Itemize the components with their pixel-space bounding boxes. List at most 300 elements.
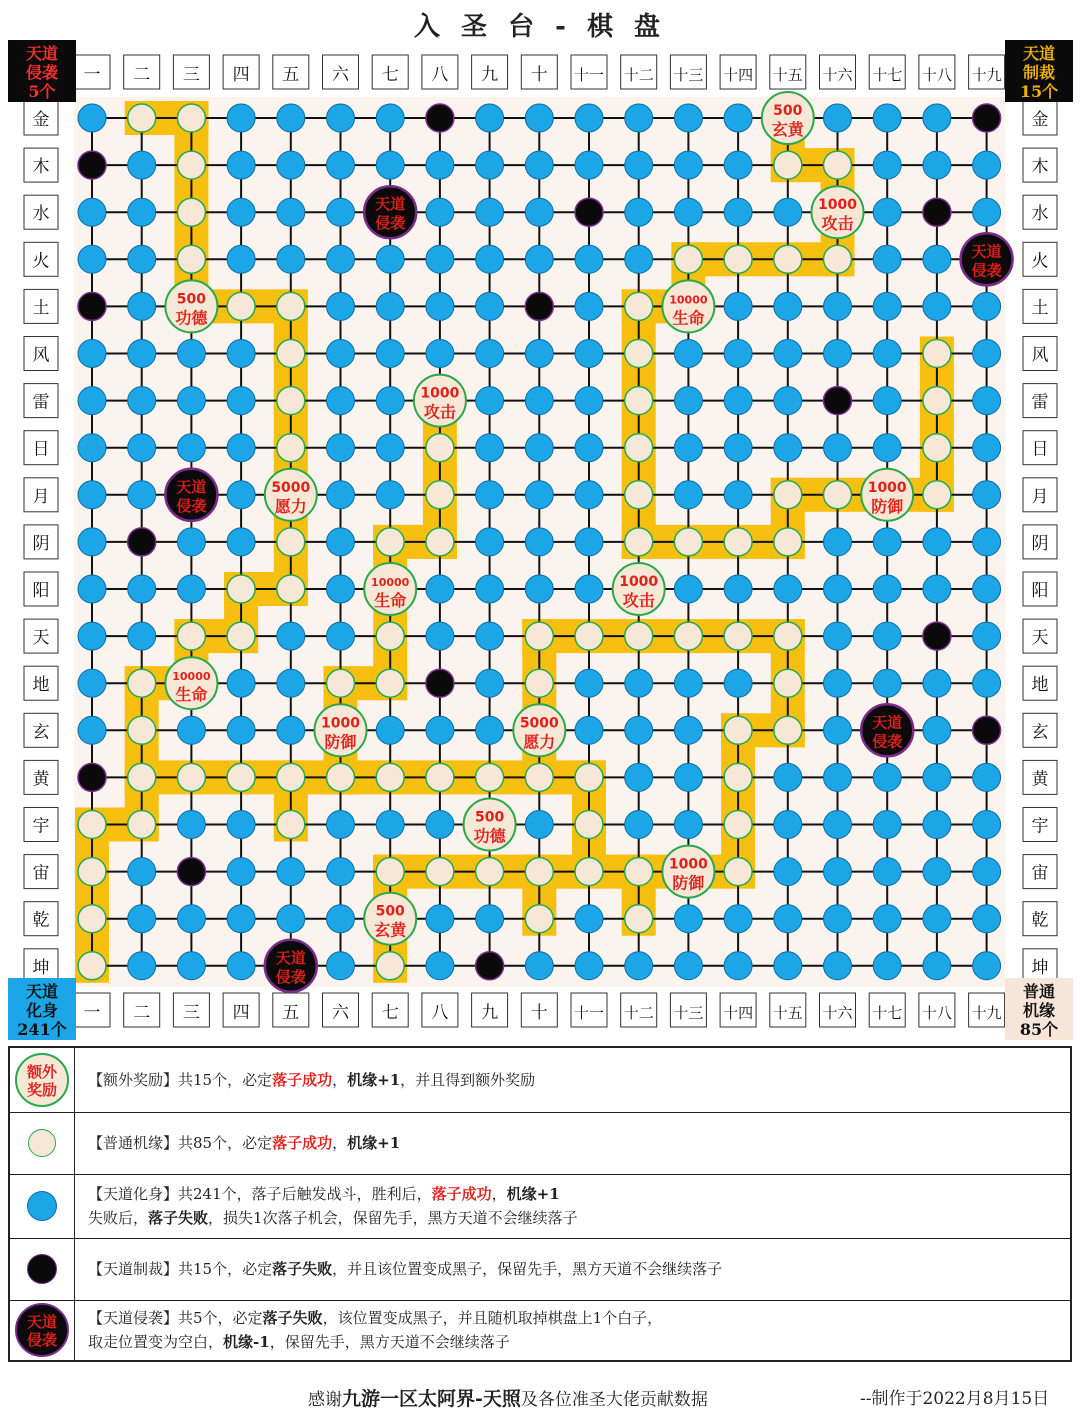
reward-type: 功德	[473, 826, 506, 846]
avatar-stone	[525, 104, 553, 132]
col-label-top: 六	[332, 65, 349, 85]
chance-stone	[525, 763, 553, 791]
reward-type: 玄黄	[771, 120, 804, 139]
avatar-stone	[128, 622, 156, 650]
row-label-right: 风	[1031, 345, 1049, 366]
chance-stone	[476, 763, 504, 791]
chance-stone	[277, 811, 305, 839]
chance-stone	[426, 528, 454, 556]
avatar-stone	[873, 198, 901, 226]
avatar-stone	[177, 387, 205, 415]
avatar-stone	[923, 575, 951, 603]
invade-label-2: 侵袭	[872, 732, 903, 751]
avatar-stone	[575, 387, 603, 415]
avatar-stone	[674, 198, 702, 226]
avatar-stone	[376, 340, 404, 368]
avatar-stone	[873, 340, 901, 368]
avatar-stone	[824, 575, 852, 603]
avatar-stone	[476, 575, 504, 603]
avatar-stone	[277, 905, 305, 933]
avatar-stone	[426, 292, 454, 320]
chance-stone	[476, 858, 504, 886]
avatar-stone	[774, 198, 802, 226]
avatar-stone	[824, 292, 852, 320]
avatar-stone	[78, 340, 106, 368]
reward-value: 1000	[321, 715, 360, 732]
avatar-stone	[327, 434, 355, 462]
row-label-left: 黄	[32, 769, 50, 790]
col-label-bottom: 八	[431, 1003, 449, 1023]
chance-stone	[78, 952, 106, 980]
avatar-stone	[674, 340, 702, 368]
chance-stone	[774, 622, 802, 650]
avatar-stone	[575, 905, 603, 933]
avatar-stone	[426, 245, 454, 273]
avatar-stone	[873, 245, 901, 273]
reward-type: 生命	[672, 308, 705, 328]
chance-stone	[128, 716, 156, 744]
avatar-stone	[525, 481, 553, 509]
reward-type: 防御	[871, 496, 904, 516]
avatar-stone	[327, 340, 355, 368]
avatar-stone	[376, 434, 404, 462]
col-label-top: 五	[282, 65, 300, 85]
chance-stone	[575, 763, 603, 791]
black-stone	[973, 104, 1001, 132]
avatar-stone	[824, 340, 852, 368]
col-label-bottom: 七	[381, 1003, 399, 1023]
avatar-stone	[923, 952, 951, 980]
col-label-top: 十八	[921, 66, 952, 84]
legend-symbol	[10, 1238, 75, 1300]
chance-stone	[625, 905, 653, 933]
avatar-stone	[674, 763, 702, 791]
legend-row-black	[10, 1238, 1070, 1301]
chance-stone	[227, 292, 255, 320]
avatar-stone	[674, 575, 702, 603]
avatar-stone	[128, 858, 156, 886]
legend-symbol	[10, 1174, 75, 1238]
avatar-stone	[177, 905, 205, 933]
row-label-left: 风	[32, 345, 50, 366]
avatar-stone	[923, 104, 951, 132]
legend-symbol-reward-icon: 额外 奖励	[15, 1053, 69, 1107]
row-label-left: 玄	[32, 722, 50, 743]
avatar-stone	[78, 481, 106, 509]
avatar-stone	[973, 528, 1001, 556]
row-label-right: 地	[1031, 675, 1049, 696]
chance-stone	[376, 528, 404, 556]
avatar-stone	[973, 198, 1001, 226]
avatar-stone	[327, 151, 355, 179]
col-label-bottom: 六	[332, 1003, 349, 1023]
chance-stone	[277, 292, 305, 320]
chance-stone	[177, 198, 205, 226]
avatar-stone	[774, 952, 802, 980]
chance-stone	[923, 481, 951, 509]
avatar-stone	[625, 151, 653, 179]
avatar-stone	[227, 434, 255, 462]
avatar-stone	[973, 434, 1001, 462]
avatar-stone	[327, 811, 355, 839]
chance-stone	[724, 858, 752, 886]
avatar-stone	[78, 198, 106, 226]
invade-label-1: 天道	[375, 195, 406, 214]
avatar-stone	[575, 528, 603, 556]
chance-stone	[525, 905, 553, 933]
reward-value: 500	[375, 903, 405, 920]
col-label-bottom: 二	[133, 1003, 151, 1023]
footer-date: --制作于2022月8月15日	[860, 1389, 1050, 1409]
row-label-right: 水	[1031, 204, 1049, 225]
chance-stone	[277, 575, 305, 603]
black-stone	[78, 151, 106, 179]
avatar-stone	[476, 151, 504, 179]
chance-stone	[277, 434, 305, 462]
avatar-stone	[674, 669, 702, 697]
avatar-stone	[227, 811, 255, 839]
avatar-stone	[774, 858, 802, 886]
reward-value: 1000	[867, 479, 907, 496]
avatar-stone	[824, 104, 852, 132]
avatar-stone	[426, 575, 454, 603]
avatar-stone	[476, 481, 504, 509]
avatar-stone	[227, 716, 255, 744]
chance-stone	[724, 763, 752, 791]
avatar-stone	[128, 151, 156, 179]
chance-stone	[177, 245, 205, 273]
row-label-left: 月	[32, 486, 50, 507]
avatar-stone	[674, 952, 702, 980]
row-label-left: 火	[32, 251, 50, 272]
avatar-stone	[78, 716, 106, 744]
avatar-stone	[327, 622, 355, 650]
avatar-stone	[575, 245, 603, 273]
col-label-bottom: 一	[83, 1003, 101, 1023]
avatar-stone	[78, 245, 106, 273]
avatar-stone	[327, 858, 355, 886]
avatar-stone	[128, 198, 156, 226]
avatar-stone	[327, 905, 355, 933]
col-label-bottom: 四	[232, 1003, 250, 1023]
col-label-top: 十六	[822, 66, 853, 84]
legend-row-invade	[10, 1300, 1070, 1360]
black-stone	[476, 952, 504, 980]
avatar-stone	[774, 905, 802, 933]
avatar-stone	[525, 340, 553, 368]
invade-label-1: 天道	[176, 477, 207, 496]
black-stone	[923, 622, 951, 650]
legend-symbol-blue-icon	[27, 1191, 57, 1221]
avatar-stone	[525, 434, 553, 462]
avatar-stone	[426, 716, 454, 744]
reward-type: 攻击	[423, 402, 456, 422]
invade-label-2: 侵袭	[971, 261, 1002, 280]
page-title: 入 圣 台 - 棋 盘	[413, 12, 667, 42]
avatar-stone	[376, 481, 404, 509]
avatar-stone	[973, 292, 1001, 320]
avatar-stone	[873, 905, 901, 933]
avatar-stone	[973, 669, 1001, 697]
reward-value: 500	[176, 291, 207, 308]
row-label-left: 宇	[32, 816, 50, 837]
legend-row-blue	[10, 1174, 1070, 1239]
avatar-stone	[376, 151, 404, 179]
avatar-stone	[128, 387, 156, 415]
chance-stone	[426, 858, 454, 886]
row-label-left: 乾	[32, 910, 50, 931]
avatar-stone	[575, 952, 603, 980]
avatar-stone	[525, 387, 553, 415]
chance-stone	[625, 528, 653, 556]
avatar-stone	[128, 952, 156, 980]
legend-description: 【额外奖励】共15个，必定落子成功，机缘+1，并且得到额外奖励	[88, 1071, 536, 1089]
avatar-stone	[476, 340, 504, 368]
avatar-stone	[575, 716, 603, 744]
col-label-top: 十七	[872, 66, 903, 84]
avatar-stone	[227, 905, 255, 933]
legend-symbol-invade-icon: 天道 侵袭	[15, 1303, 69, 1357]
chance-stone	[824, 245, 852, 273]
avatar-stone	[476, 292, 504, 320]
chance-stone	[78, 858, 106, 886]
avatar-stone	[327, 292, 355, 320]
chance-stone	[327, 669, 355, 697]
corner-chance-count: 普通 机缘 85个	[1005, 978, 1073, 1040]
avatar-stone	[575, 104, 603, 132]
col-label-bottom: 十七	[872, 1004, 903, 1022]
black-stone	[426, 669, 454, 697]
chance-stone	[277, 763, 305, 791]
avatar-stone	[327, 104, 355, 132]
avatar-stone	[227, 104, 255, 132]
row-label-right: 宙	[1031, 863, 1049, 884]
row-label-right: 阴	[1031, 533, 1049, 554]
avatar-stone	[973, 481, 1001, 509]
chance-stone	[774, 716, 802, 744]
legend-symbol	[10, 1300, 75, 1360]
avatar-stone	[724, 292, 752, 320]
chance-stone	[674, 528, 702, 556]
avatar-stone	[78, 434, 106, 462]
reward-type: 玄黄	[374, 920, 407, 940]
avatar-stone	[973, 905, 1001, 933]
avatar-stone	[724, 952, 752, 980]
avatar-stone	[128, 340, 156, 368]
corner-avatar-count: 天道 化身 241个	[8, 978, 76, 1040]
row-label-right: 阳	[1031, 581, 1049, 601]
row-label-left: 阳	[32, 581, 50, 601]
avatar-stone	[774, 387, 802, 415]
invade-label-1: 天道	[971, 242, 1002, 261]
avatar-stone	[873, 434, 901, 462]
avatar-stone	[625, 716, 653, 744]
avatar-stone	[78, 104, 106, 132]
reward-type: 生命	[175, 685, 208, 705]
avatar-stone	[327, 952, 355, 980]
avatar-stone	[227, 858, 255, 886]
reward-value: 500	[773, 103, 803, 119]
avatar-stone	[277, 669, 305, 697]
avatar-stone	[525, 528, 553, 556]
avatar-stone	[873, 622, 901, 650]
avatar-stone	[873, 528, 901, 556]
black-stone	[426, 104, 454, 132]
reward-type: 攻击	[622, 591, 655, 610]
chance-stone	[426, 481, 454, 509]
avatar-stone	[78, 528, 106, 556]
footer-thanks: 感谢九游一区太阿界-天照及各位准圣大佬贡献数据	[308, 1388, 708, 1410]
chance-stone	[774, 669, 802, 697]
chance-stone	[376, 763, 404, 791]
avatar-stone	[376, 716, 404, 744]
chance-stone	[78, 811, 106, 839]
reward-value: 500	[474, 809, 505, 826]
black-stone	[177, 858, 205, 886]
avatar-stone	[376, 245, 404, 273]
chance-stone	[774, 151, 802, 179]
avatar-stone	[227, 151, 255, 179]
avatar-stone	[625, 245, 653, 273]
avatar-stone	[873, 763, 901, 791]
avatar-stone	[625, 104, 653, 132]
row-label-right: 火	[1031, 251, 1049, 272]
avatar-stone	[724, 198, 752, 226]
col-label-top: 十	[530, 65, 548, 85]
col-label-top: 十三	[673, 66, 704, 84]
avatar-stone	[973, 387, 1001, 415]
avatar-stone	[476, 104, 504, 132]
legend-description: 【普通机缘】共85个，必定落子成功，机缘+1	[88, 1134, 401, 1152]
avatar-stone	[923, 528, 951, 556]
avatar-stone	[128, 481, 156, 509]
avatar-stone	[724, 387, 752, 415]
avatar-stone	[177, 716, 205, 744]
avatar-stone	[227, 669, 255, 697]
avatar-stone	[774, 292, 802, 320]
avatar-stone	[128, 292, 156, 320]
col-label-top: 二	[133, 65, 151, 85]
avatar-stone	[128, 905, 156, 933]
col-label-bottom: 十九	[971, 1004, 1002, 1022]
avatar-stone	[78, 387, 106, 415]
avatar-stone	[78, 669, 106, 697]
black-stone	[78, 292, 106, 320]
avatar-stone	[824, 716, 852, 744]
avatar-stone	[873, 104, 901, 132]
chance-stone	[724, 622, 752, 650]
avatar-stone	[674, 151, 702, 179]
chance-stone	[327, 763, 355, 791]
black-stone	[575, 198, 603, 226]
black-stone	[923, 198, 951, 226]
avatar-stone	[227, 340, 255, 368]
avatar-stone	[327, 528, 355, 556]
avatar-stone	[674, 434, 702, 462]
avatar-stone	[177, 434, 205, 462]
avatar-stone	[973, 151, 1001, 179]
invade-label-2: 侵袭	[375, 214, 406, 233]
col-label-top: 十五	[772, 66, 803, 84]
avatar-stone	[525, 575, 553, 603]
avatar-stone	[923, 858, 951, 886]
legend-description: 【天道化身】共241个，落子后触发战斗，胜利后，落子成功，机缘+1 失败后，落子失败，损失1次落子机会，保留先手，黑方天道不会继续落子	[88, 1185, 578, 1227]
avatar-stone	[973, 858, 1001, 886]
avatar-stone	[575, 575, 603, 603]
avatar-stone	[674, 905, 702, 933]
avatar-stone	[277, 151, 305, 179]
chance-stone	[724, 716, 752, 744]
avatar-stone	[525, 245, 553, 273]
avatar-stone	[327, 245, 355, 273]
avatar-stone	[177, 575, 205, 603]
col-label-bottom: 十六	[822, 1004, 853, 1022]
invade-label-2: 侵袭	[275, 967, 306, 986]
avatar-stone	[177, 811, 205, 839]
avatar-stone	[674, 387, 702, 415]
avatar-stone	[327, 575, 355, 603]
avatar-stone	[426, 340, 454, 368]
chance-stone	[923, 387, 951, 415]
avatar-stone	[923, 716, 951, 744]
avatar-stone	[376, 104, 404, 132]
avatar-stone	[575, 340, 603, 368]
row-label-left: 宙	[32, 863, 50, 884]
row-label-right: 月	[1031, 486, 1049, 507]
chance-stone	[625, 292, 653, 320]
avatar-stone	[525, 811, 553, 839]
col-label-top: 十四	[723, 66, 754, 84]
avatar-stone	[724, 340, 752, 368]
row-label-right: 雷	[1031, 392, 1049, 413]
reward-value: 1000	[619, 574, 659, 590]
avatar-stone	[227, 198, 255, 226]
avatar-stone	[476, 434, 504, 462]
chance-stone	[426, 763, 454, 791]
row-label-left: 金	[32, 110, 50, 130]
chance-stone	[625, 481, 653, 509]
chance-stone	[227, 622, 255, 650]
black-stone	[824, 387, 852, 415]
col-label-bottom: 十二	[623, 1004, 654, 1022]
avatar-stone	[625, 952, 653, 980]
chance-stone	[774, 481, 802, 509]
avatar-stone	[625, 763, 653, 791]
reward-type: 愿力	[523, 732, 556, 752]
reward-type: 防御	[324, 732, 357, 752]
row-label-right: 日	[1031, 439, 1049, 460]
reward-type: 生命	[374, 591, 407, 610]
invade-label-1: 天道	[872, 713, 903, 732]
avatar-stone	[923, 905, 951, 933]
col-label-top: 四	[232, 65, 250, 85]
avatar-stone	[128, 575, 156, 603]
avatar-stone	[724, 669, 752, 697]
avatar-stone	[327, 481, 355, 509]
avatar-stone	[774, 575, 802, 603]
avatar-stone	[177, 340, 205, 368]
chance-stone	[625, 858, 653, 886]
avatar-stone	[973, 340, 1001, 368]
chance-stone	[724, 528, 752, 556]
col-label-top: 一	[83, 65, 101, 85]
avatar-stone	[476, 198, 504, 226]
legend-row-reward	[10, 1048, 1070, 1113]
avatar-stone	[774, 763, 802, 791]
row-label-left: 水	[32, 204, 50, 225]
avatar-stone	[426, 952, 454, 980]
avatar-stone	[873, 575, 901, 603]
